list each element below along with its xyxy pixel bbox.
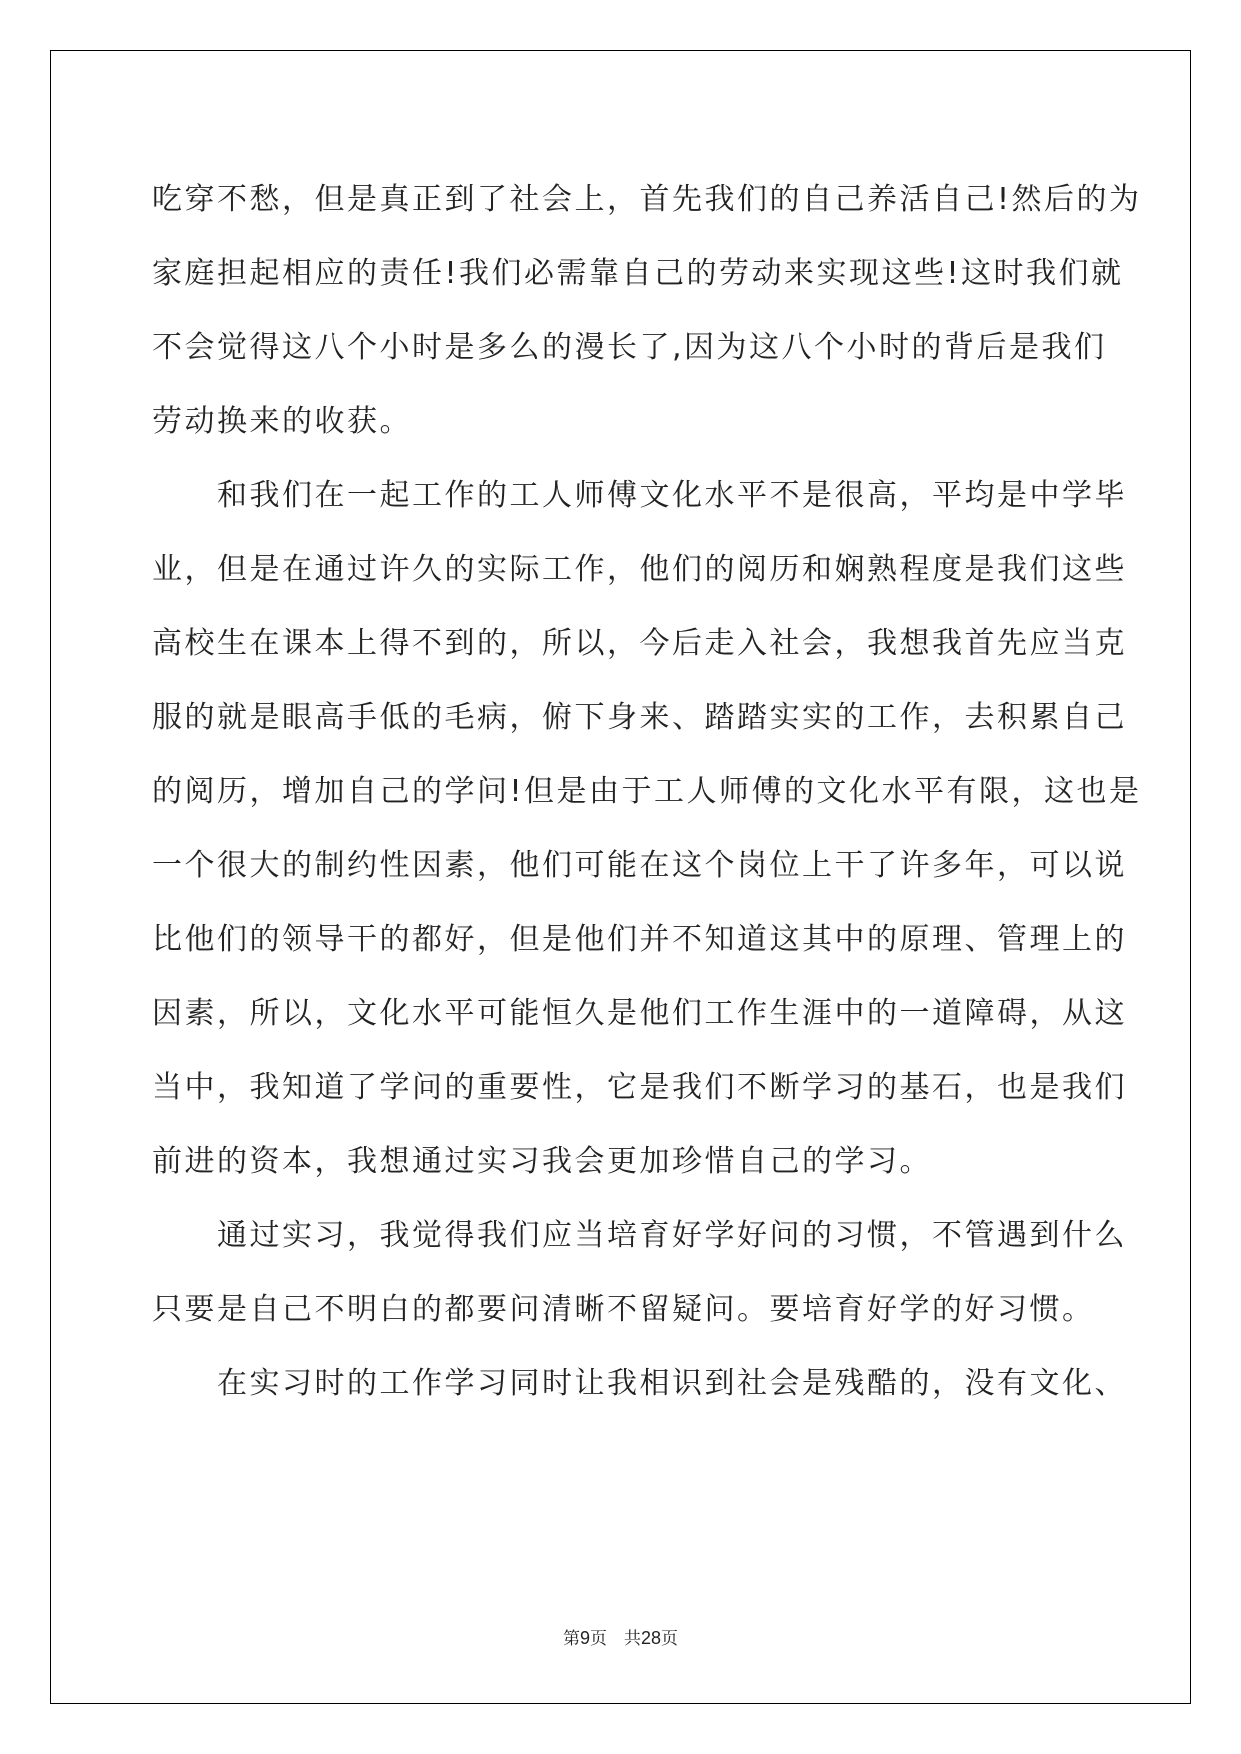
total-suffix: 页 [661,1629,679,1649]
text-line: 一个很大的制约性因素，他们可能在这个岗位上干了许多年，可以说 [152,848,1127,883]
text-line: 劳动换来的收获。 [152,404,412,439]
text-line: 比他们的领导干的都好，但是他们并不知道这其中的原理、管理上的 [152,922,1127,957]
text-line: 当中，我知道了学问的重要性，它是我们不断学习的基石，也是我们 [152,1070,1127,1105]
text-line: 在实习时的工作学习同时让我相识到社会是残酷的，没有文化、 [152,1366,1127,1401]
text-line: 和我们在一起工作的工人师傅文化水平不是很高，平均是中学毕 [152,478,1127,513]
page-total: 28 [640,1628,662,1648]
text-line: 只要是自己不明白的都要问清晰不留疑问。要培育好学的好习惯。 [152,1292,1095,1327]
text-line: 因素，所以，文化水平可能恒久是他们工作生涯中的一道障碍，从这 [152,996,1127,1031]
text-line: 高校生在课本上得不到的，所以，今后走入社会，我想我首先应当克 [152,626,1127,661]
page-footer [0,1624,1241,1649]
text-line: 的阅历，增加自己的学问!但是由于工人师傅的文化水平有限，这也是 [152,774,1142,809]
text-line: 业，但是在通过许久的实际工作，他们的阅历和娴熟程度是我们这些 [152,552,1127,587]
page-suffix: 页 [589,1629,607,1649]
total-prefix: 共 [623,1629,641,1649]
text-line: 服的就是眼高手低的毛病，俯下身来、踏踏实实的工作，去积累自己 [152,700,1127,735]
text-line: 通过实习，我觉得我们应当培育好学好问的习惯，不管遇到什么 [152,1218,1127,1253]
page-current: 9 [579,1628,590,1648]
text-line: 不会觉得这八个小时是多么的漫长了,因为这八个小时的背后是我们 [152,330,1107,365]
text-line: 吃穿不愁，但是真正到了社会上，首先我们的自己养活自己!然后的为 [152,182,1142,217]
text-line: 前进的资本，我想通过实习我会更加珍惜自己的学习。 [152,1144,932,1179]
text-line: 家庭担起相应的责任!我们必需靠自己的劳动来实现这些!这时我们就 [152,256,1124,291]
page-prefix: 第 [562,1629,580,1649]
